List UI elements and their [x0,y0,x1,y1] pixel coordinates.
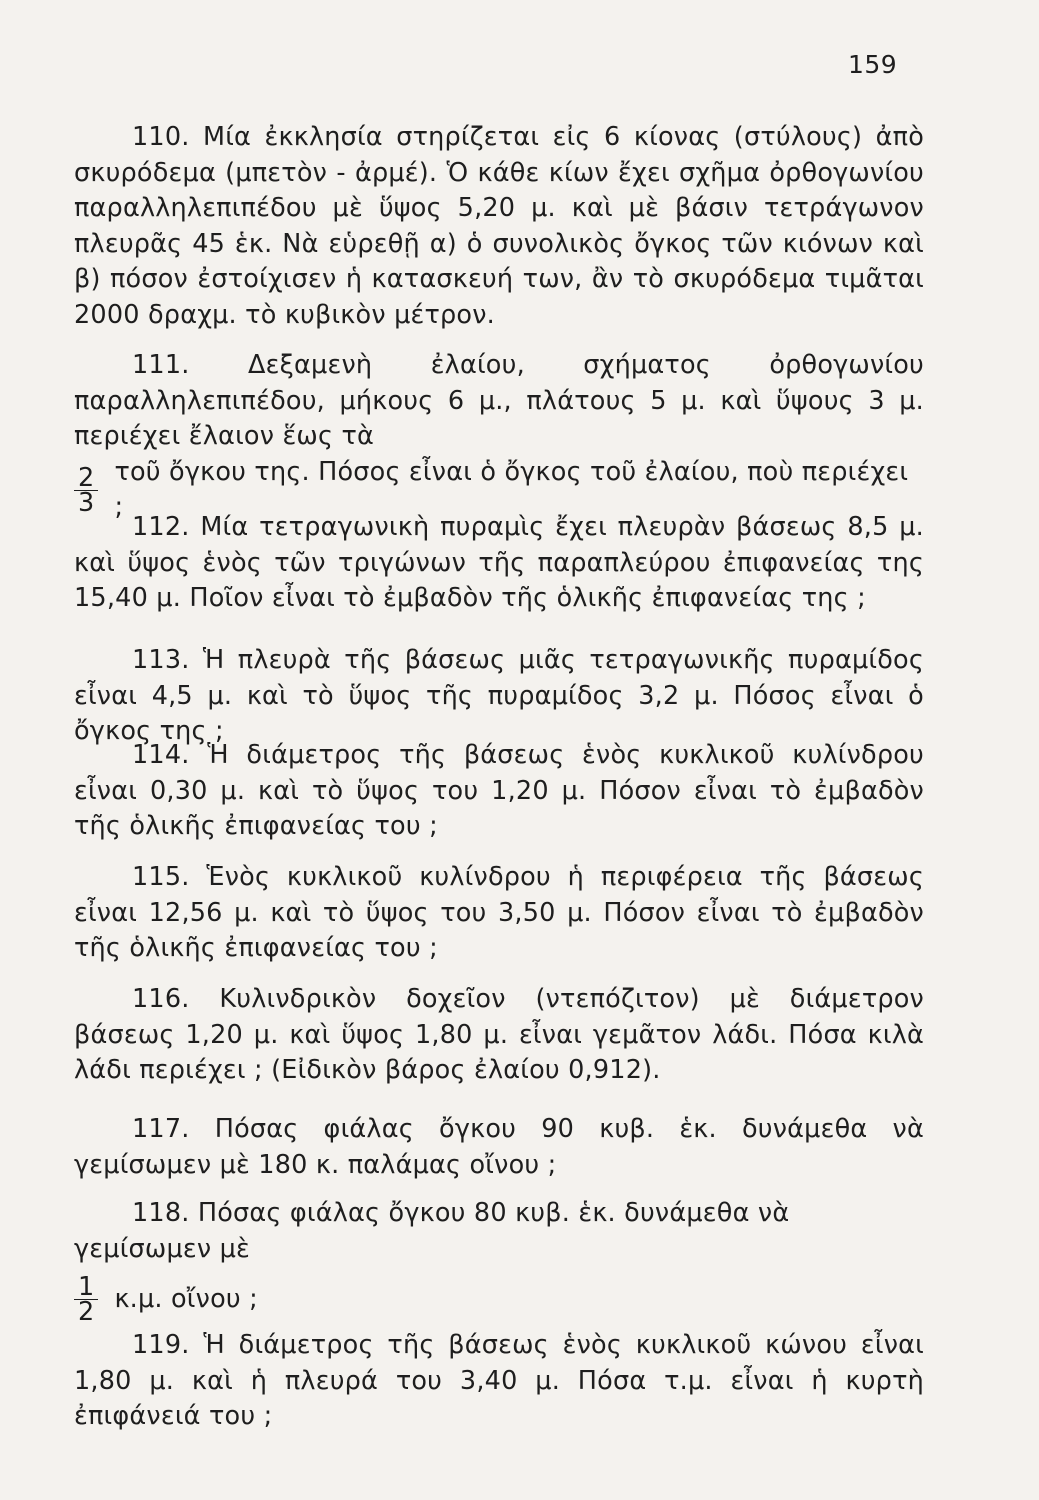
problem-114 [74,738,924,845]
problem-text: 119. Ἡ διάμετρος τῆς βάσεως ἑνὸς κυκλικοῦ κώνου εἶναι 1,80 μ. καὶ ἡ πλευρά του 3,40 μ. Πόσα τ.μ. εἶναι ἡ κυρτὴ ἐπιφάνειά του ; [74,1330,924,1431]
problem-112 [74,510,924,617]
problem-119 [74,1328,924,1435]
problem-115 [74,860,924,967]
problem-117 [74,1112,924,1183]
problem-text: 110. Μία ἐκκλησία στηρίζεται εἰς 6 κίονας (στύλους) ἀπὸ σκυρόδεμα (μπετὸν - ἀρμέ). Ὁ κάθε κίων ἔχει σχῆμα ὀρθογωνίου παραλληλεπιπέδου μὲ ὕψος 5,20 μ. καὶ μὲ βάσιν τετράγωνον πλευρᾶς 45 ἑκ. Νὰ εὑρεθῇ α) ὁ συνολικὸς ὄγκος τῶν κιόνων καὶ β) πόσον ἐστοίχισεν ἡ κατασκευή των, ἂν τὸ σκυρόδεμα τιμᾶται 2000 δραχμ. τὸ κυβικὸν μέτρον. [74,122,924,330]
fraction-numerator: 2 [74,466,98,491]
problem-text: 114. Ἡ διάμετρος τῆς βάσεως ἑνὸς κυκλικοῦ κυλίνδρου εἶναι 0,30 μ. καὶ τὸ ὕψος του 1,20 μ. Πόσον εἶναι τὸ ἐμβαδὸν τῆς ὁλικῆς ἐπιφανείας του ; [74,740,924,841]
problem-118 [74,1196,924,1327]
page-number: 159 [848,50,898,79]
fraction-denominator: 2 [78,1297,95,1327]
fraction-denominator: 3 [78,487,95,518]
problem-text: 117. Πόσας φιάλας ὄγκου 90 κυβ. ἑκ. δυνάμεθα νὰ γεμίσωμεν μὲ 180 κ. παλάμας οἴνου ; [74,1114,924,1180]
problem-text: 115. Ἑνὸς κυκλικοῦ κυλίνδρου ἡ περιφέρεια τῆς βάσεως εἶναι 12,56 μ. καὶ τὸ ὕψος του 3,50 μ. Πόσον εἶναι τὸ ἐμβαδὸν τῆς ὁλικῆς ἐπιφανείας του ; [74,862,924,963]
problem-text: 118. Πόσας φιάλας ὄγκου 80 κυβ. ἑκ. δυνάμεθα νὰ γεμίσωμεν μὲ [74,1198,790,1264]
problem-text-continued: τοῦ ὄγκου της. Πόσος εἶναι ὁ ὄγκος τοῦ ἐλαίου, ποὺ περιέχει ; [114,456,909,522]
fraction-line [74,1272,924,1327]
problem-text: 113. Ἡ πλευρὰ τῆς βάσεως μιᾶς τετραγωνικῆς πυραμίδος εἶναι 4,5 μ. καὶ τὸ ὕψος τῆς πυραμίδος 3,2 μ. Πόσος εἶναι ὁ ὄγκος της ; [74,645,924,746]
fraction [74,1272,98,1327]
problem-text: 116. Κυλινδρικὸν δοχεῖον (ντεπόζιτον) μὲ διάμετρον βάσεως 1,20 μ. καὶ ὕψος 1,80 μ. εἶναι γεμᾶτον λάδι. Πόσα κιλὰ λάδι περιέχει ; (Εἰδικὸν βάρος ἐλαίου 0,912). [74,984,924,1085]
problem-113 [74,643,924,750]
fraction [74,462,98,518]
problem-text: 111. Δεξαμενὴ ἐλαίου, σχήματος ὀρθογωνίου παραλληλεπιπέδου, μήκους 6 μ., πλάτους 5 μ. καὶ ὕψους 3 μ. περιέχει ἔλαιον ἕως τὰ [74,350,924,451]
problem-111 [74,348,924,526]
problem-116 [74,982,924,1089]
problem-110 [74,120,924,333]
problem-text: 112. Μία τετραγωνικὴ πυραμὶς ἔχει πλευρὰν βάσεως 8,5 μ. καὶ ὕψος ἑνὸς τῶν τριγώνων τῆς παραπλεύρου ἐπιφανείας της 15,40 μ. Ποῖον εἶναι τὸ ἐμβαδὸν τῆς ὁλικῆς ἐπιφανείας της ; [74,512,924,613]
problem-text-continued: κ.μ. οἴνου ; [114,1283,258,1314]
fraction-numerator: 1 [74,1275,98,1300]
